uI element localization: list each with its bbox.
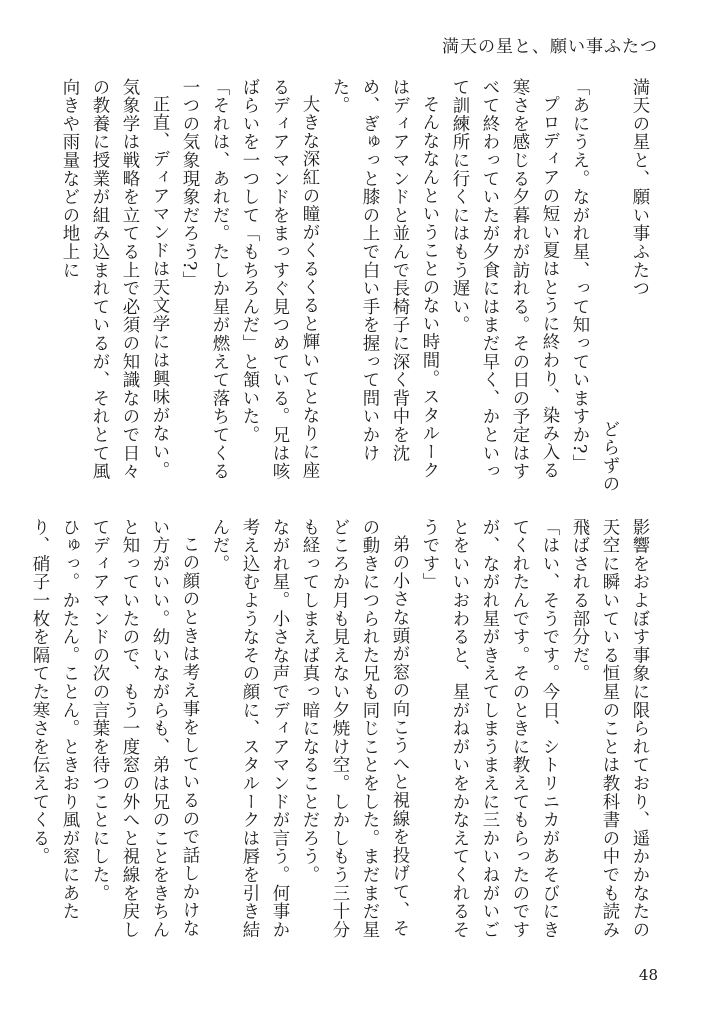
paragraph: 正直、ディアマンドは天文学には興味がない。気象学は戦略を立てる上で必須の知識なので日々の教養に授業が組み込まれているが、それとて風向きや雨量などの地上に [59,78,169,481]
paragraph: プロディアの短い夏はとうに終わり、染み入る寒さを感じる夕暮れが訪れる。その日の予定はすべて終わっていたが夕食にはまだ早く、かといって訓練所に行くにはもう遅い。 [449,78,559,481]
paragraph: そんななんということのない時間。スタルークはディアマンドと並んで長椅子に深く背中を沈め、ぎゅっと膝の上で白い手を握って問いかけた。 [329,78,439,480]
paragraph: ひゅっ。かたん。ことん。ときおり風が窓にあたり、硝子一枚を隔てた寒さを伝えてくる。 [29,518,79,921]
lower-text-block [29,518,654,943]
dialogue-line: 「はい、そうです。今日、シトリニカがあそびにきてくれたんです。そのときに教えてもらったのですが、ながれ星がきえてしまうまえに三かいねがいごとをいいおわると、星がねがいをかなえてくれるそうです」 [419,518,559,939]
upper-text-block [59,78,654,493]
paragraph-continuation: 影響をおよぼす事象に限られており、遥かかなたの天空に瞬いている恒星のことは教科書の中でも読み飛ばされる部分だ。 [569,518,649,939]
paragraph: ながれ星。小さな声でディアマンドが言う。何事か考え込むようなその顔に、スタルークは唇を引き結んだ。 [209,518,289,939]
story-title: 満天の星と、願い事ふたつ [629,78,649,298]
paragraph: この顔のときは考え事をしているので話しかけない方がいい。幼いながらも、弟は兄のことをきちんと知っていたので、もう一度窓の外へと視線を戻してディアマンドの次の言葉を待つことにした。 [89,518,199,939]
paragraph: 弟の小さな頭が窓の向こうへと視線を投げて、その動きにつられた兄も同じことをした。まだまだ星どころか月も見えない夕焼け空。しかしもう三十分も経ってしまえば真っ暗になることだろう。 [299,518,409,939]
dialogue-line: 「それは、あれだ。たしか星が燃えて落ちてくる一つの気象現象だろう?」 [179,78,229,481]
paragraph: 大きな深紅の瞳がくるくると輝いてとなりに座るディアマンドをまっすぐ見つめている。兄は咳ばらいを一つして「もちろんだ」と頷いた。 [239,78,319,481]
page-number: 48 [638,966,658,984]
running-header: 満天の星と、願い事ふたつ [442,37,658,57]
dialogue-line: 「あにうえ。ながれ星、って知っていますか?」 [569,78,589,473]
author-name: どらずの [599,419,619,493]
